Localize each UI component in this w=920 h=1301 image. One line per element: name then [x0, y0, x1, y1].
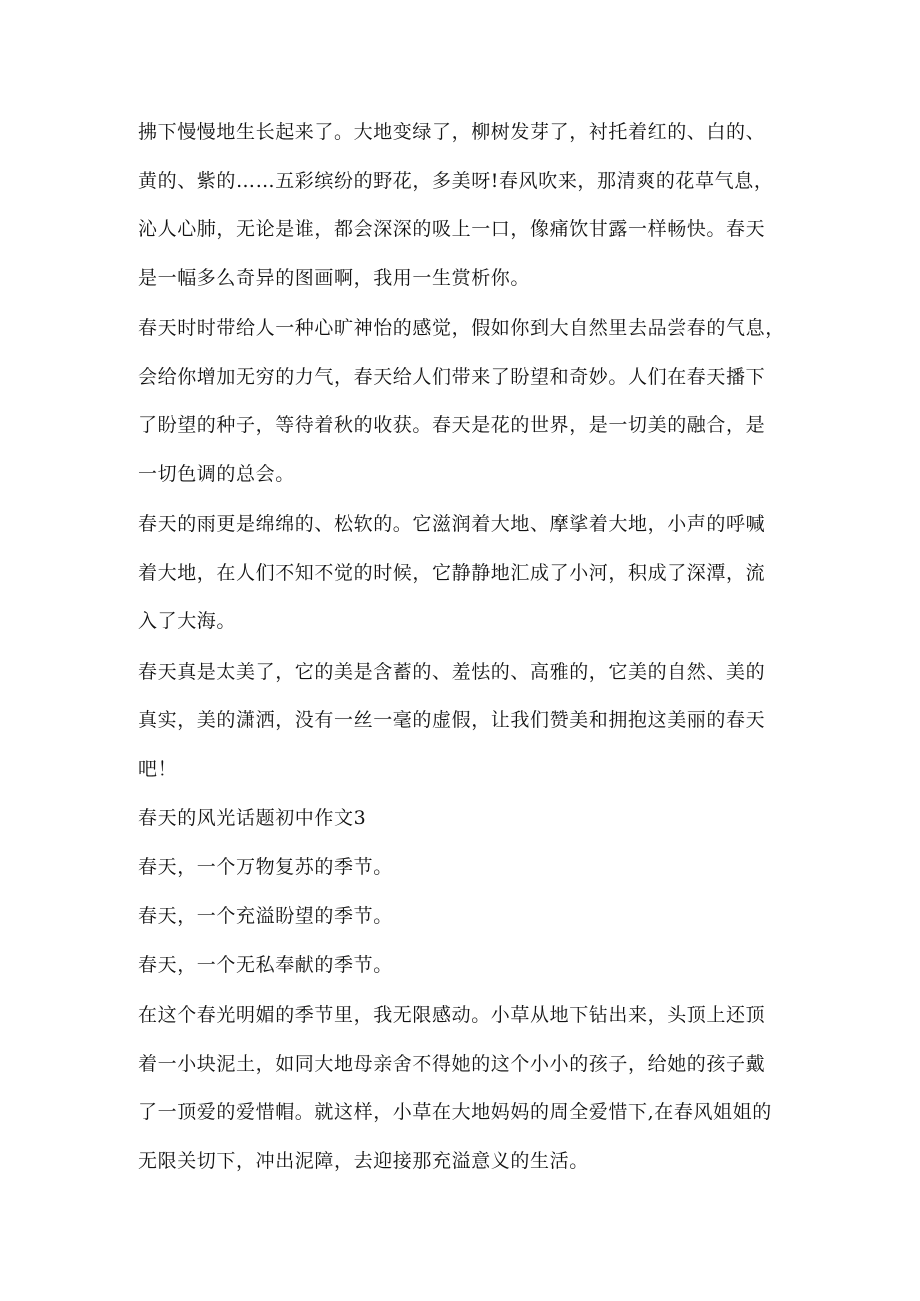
- section-heading: [138, 795, 788, 842]
- text-line: 无限关切下，冲出泥障，去迎接那充溢意义的生活。: [138, 1149, 589, 1172]
- paragraph: [138, 844, 788, 891]
- text-line: 着大地，在人们不知不觉的时候，它静静地汇成了小河，积成了深潭，流: [138, 561, 766, 584]
- text-line: 了一顶爱的爱惜帽。就这样，小草在大地妈妈的周全爱惜下,在春风姐姐的: [138, 1101, 772, 1123]
- text-line: 在这个春光明媚的季节里，我无限感动。小草从地下钻出来，头顶上还顶: [138, 1004, 766, 1026]
- paragraph: [138, 108, 788, 302]
- text-line: 拂下慢慢地生长起来了。大地变绿了，柳树发芽了，衬托着红的、白的、: [138, 121, 766, 143]
- text-line: 春天，一个无私奉献的季节。: [138, 954, 393, 976]
- text-line: 入了大海。: [138, 610, 237, 632]
- heading-text: 春天的风光话题初中作文3: [138, 807, 367, 829]
- text-line: 吧！: [138, 757, 178, 780]
- paragraph: [138, 648, 788, 794]
- paragraph: [138, 304, 788, 498]
- document-body: [138, 108, 788, 1187]
- paragraph: [138, 942, 788, 989]
- text-line: 是一幅多么奇异的图画啊，我用一生赏析你。: [138, 266, 531, 289]
- text-line: 一切色调的总会。: [138, 462, 295, 485]
- text-line: 春天时时带给人一种心旷神怡的感觉，假如你到大自然里去品尝春的气息，: [138, 317, 785, 339]
- text-line: 着一小块泥土，如同大地母亲舍不得她的这个小小的孩子，给她的孩子戴: [138, 1052, 766, 1075]
- text-line: 真实，美的潇洒，没有一丝一毫的虚假，让我们赞美和拥抱这美丽的春天: [138, 709, 766, 731]
- text-line: 春天，一个万物复苏的季节。: [138, 856, 393, 878]
- paragraph: [138, 991, 788, 1185]
- text-line: 春天，一个充溢盼望的季节。: [138, 905, 393, 927]
- text-line: 春天真是太美了，它的美是含蓄的、羞怯的、高雅的，它美的自然、美的: [138, 660, 766, 683]
- text-line: 了盼望的种子，等待着秋的收获。春天是花的世界，是一切美的融合，是: [138, 414, 766, 436]
- text-line: 黄的、紫的……五彩缤纷的野花，多美呀!春风吹来，那清爽的花草气息，: [138, 169, 774, 192]
- text-line: 沁人心肺，无论是谁，都会深深的吸上一口，像痛饮甘露一样畅快。春天: [138, 218, 766, 240]
- text-line: 春天的雨更是绵绵的、松软的。它滋润着大地、摩挲着大地，小声的呼喊: [138, 513, 766, 535]
- paragraph: [138, 893, 788, 940]
- text-line: 会给你增加无穷的力气，春天给人们带来了盼望和奇妙。人们在春天播下: [138, 365, 766, 388]
- paragraph: [138, 500, 788, 646]
